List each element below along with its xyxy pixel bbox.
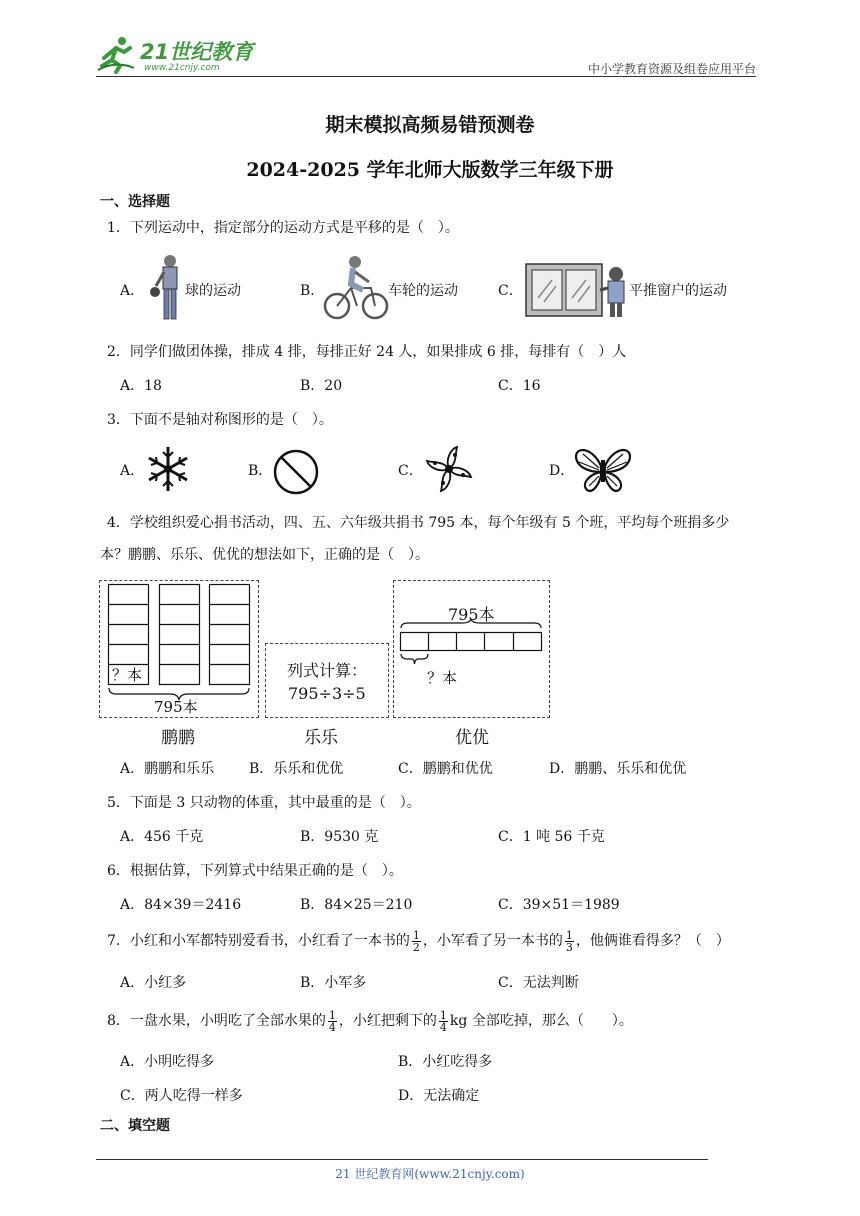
- window-push-icon: [524, 262, 628, 318]
- q7-stem-part-a: 7．小红和小军都特别爱看书，小红看了一本书的: [107, 933, 410, 949]
- q8-option-c: C．两人吃得一样多: [120, 1088, 243, 1104]
- q5-option-a: A．456 千克: [120, 829, 204, 845]
- q2-option-c: C．16: [498, 378, 541, 394]
- figure-label-pengpeng: 鹏鹏: [161, 728, 195, 748]
- figure-label-youyou: 优优: [455, 728, 489, 748]
- q8-fraction-quarter-1: $\frac{1}{4}$: [328, 1008, 336, 1034]
- question-1-stem: 1．下列运动中，指定部分的运动方式是平移的是（ ）。: [107, 220, 459, 236]
- q6-option-a: A．84×39＝2416: [120, 897, 242, 913]
- question-7-stem: [107, 926, 730, 956]
- q5-option-b: B．9530 克: [300, 829, 379, 845]
- q4-option-b: B．乐乐和优优: [249, 761, 344, 777]
- q1-option-c-label: C．: [498, 283, 523, 299]
- q6-option-c: C．39×51＝1989: [498, 897, 620, 913]
- figure-pengpeng-unknown: ？本: [112, 666, 143, 684]
- q3-option-d-label: D．: [549, 463, 575, 479]
- footer-link[interactable]: 21 世纪教育网(www.21cnjy.com): [335, 1167, 525, 1181]
- cyclist-icon: [323, 254, 389, 322]
- figure-youyou-total: 795本: [448, 605, 495, 624]
- snowflake-icon: [144, 444, 192, 494]
- question-5-stem: 5．下面是 3 只动物的体重，其中最重的是（ ）。: [107, 795, 421, 811]
- q3-option-a-label: A．: [120, 463, 145, 479]
- pinwheel-flower-icon: [422, 444, 476, 494]
- q3-option-b-label: B．: [248, 463, 273, 479]
- q8-stem-part-a: 8．一盘水果，小明吃了全部水果的: [107, 1013, 326, 1029]
- question-4-stem-line1: 4．学校组织爱心捐书活动，四、五、六年级共捐书 795 本，每个年级有 5 个班，平均每个班捐多少: [107, 515, 730, 531]
- q4-option-a: A．鹏鹏和乐乐: [120, 761, 215, 777]
- q3-option-c-label: C．: [398, 463, 423, 479]
- figure-pengpeng-grid: [108, 584, 253, 704]
- q7-option-c: C．无法判断: [498, 975, 579, 991]
- page-title: 期末模拟高频易错预测卷: [325, 114, 535, 136]
- section-heading-choice: 一、选择题: [100, 194, 170, 210]
- question-2-stem: 2．同学们做团体操，排成 4 排，每排正好 24 人，如果排成 6 排，每排有（ ）人: [107, 344, 627, 360]
- q6-option-b: B．84×25＝210: [300, 897, 413, 913]
- q7-stem-part-c: ，他俩谁看得多？（ ）: [575, 933, 730, 949]
- footer-divider: [96, 1159, 708, 1160]
- q8-stem-part-b: ，小红把剩下的: [338, 1013, 437, 1029]
- logo: [96, 34, 266, 76]
- q2-option-b: B．20: [300, 378, 343, 394]
- figure-lele-line2: 795÷3÷5: [288, 684, 366, 703]
- figure-youyou-bar: [400, 620, 544, 668]
- figure-pengpeng-total: 795本: [154, 698, 198, 716]
- q4-option-c: C．鹏鹏和优优: [398, 761, 493, 777]
- q1-option-a-label: A．: [120, 283, 145, 299]
- header-divider: [96, 76, 756, 77]
- header-right-text: 中小学教育资源及组卷应用平台: [587, 62, 756, 76]
- q1-option-b-text: 车轮的运动: [388, 283, 458, 299]
- q8-option-d: D．无法确定: [398, 1088, 480, 1104]
- runner-logo-icon: [96, 34, 136, 74]
- q7-fraction-third: $\frac{1}{3}$: [565, 928, 573, 954]
- q8-option-b: B．小红吃得多: [398, 1054, 493, 1070]
- q8-stem-part-c: kg 全部吃掉，那么（ ）。: [449, 1013, 633, 1029]
- q7-fraction-half: $\frac{1}{2}$: [412, 928, 420, 954]
- question-8-stem: [107, 1006, 633, 1036]
- figure-lele-line1: 列式计算：: [287, 661, 368, 680]
- figure-label-lele: 乐乐: [304, 728, 338, 748]
- q1-option-c-text: 平推窗户的运动: [629, 283, 727, 299]
- no-sign-circle-icon: [272, 448, 320, 496]
- q5-option-c: C．1 吨 56 千克: [498, 829, 605, 845]
- q7-stem-part-b: ，小军看了另一本书的: [422, 933, 563, 949]
- section-heading-fill: 二、填空题: [100, 1118, 170, 1134]
- q2-option-a: A．18: [120, 378, 162, 394]
- q7-option-b: B．小军多: [300, 975, 367, 991]
- question-6-stem: 6．根据估算，下列算式中结果正确的是（ ）。: [107, 863, 403, 879]
- q1-option-a-text: 球的运动: [185, 283, 241, 299]
- question-4-stem-line2: 本？鹏鹏、乐乐、优优的想法如下，正确的是（ ）。: [100, 547, 429, 563]
- logo-url: www.21cnjy.com: [144, 63, 220, 73]
- page-subtitle: 2024-2025 学年北师大版数学三年级下册: [246, 159, 614, 181]
- figure-youyou-unknown: ？本: [427, 669, 458, 687]
- question-3-stem: 3．下面不是轴对称图形的是（ ）。: [107, 412, 333, 428]
- boy-with-ball-icon: [146, 252, 186, 324]
- q7-option-a: A．小红多: [120, 975, 187, 991]
- q1-option-b-label: B．: [300, 283, 325, 299]
- logo-text: 21世纪教育: [140, 40, 254, 64]
- q4-option-d: D．鹏鹏、乐乐和优优: [549, 761, 687, 777]
- q8-fraction-quarter-2: $\frac{1}{4}$: [439, 1008, 447, 1034]
- butterfly-icon: [574, 446, 632, 494]
- q8-option-a: A．小明吃得多: [120, 1054, 215, 1070]
